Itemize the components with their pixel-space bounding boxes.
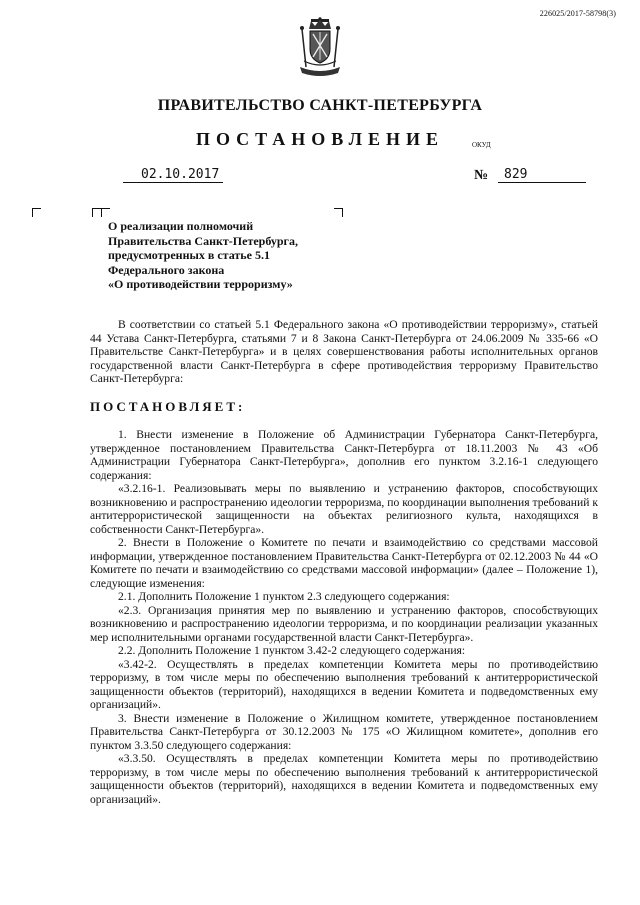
resolve-heading: ПОСТАНОВЛЯЕТ: [90,398,246,414]
number-sign: № [474,168,489,183]
title-line: О реализации полномочий [108,219,254,233]
body-paragraph: «3.3.50. Осуществлять в пределах компетенции Комитета меры по противодействию терроризму, в том числе меры по обеспечению выполнения требований к антитеррористической защищенности объектов (территорий), находящихся в ведении Комитета и подведомственных ему организаций». [90,752,598,806]
document-reference-number: 226025/2017-58798(3) [539,9,616,18]
document-type: ПОСТАНОВЛЕНИЕ [195,129,445,149]
body-paragraph: «3.2.16-1. Реализовывать меры по выявлению и устранению факторов, способствующих возникновению и распространению идеологии терроризма, по координации выполнения требований к антитеррористической защищенности на объектах религиозного культа, находящихся в собственности Санкт-Петербурга». [90,482,598,536]
title-line: предусмотренных в статье 5.1 [108,248,270,263]
corner-mark [334,208,343,217]
document-title [108,219,348,292]
preamble-paragraph: В соответствии со статьей 5.1 Федерального закона «О противодействии терроризму», статьей 44 Устава Санкт-Петербурга, статьями 7 и 8 Закона Санкт-Петербурга от 24.06.2009 № 335-66 «О Правительстве Санкт-Петербурга» и в целях совершенствования работы исполнительных органов государственной власти Санкт-Петербурга в сфере противодействия терроризму Правительство Санкт-Петербурга: [90,318,598,385]
body-paragraph: «2.3. Организация принятия мер по выявлению и устранению факторов, способствующих возникновению и распространению идеологии терроризма, и по координации реализации указанных мер исполнительными органами государственной власти Санкт-Петербурга». [90,603,598,644]
body-paragraph: 2.2. Дополнить Положение 1 пунктом 3.42-2 следующего содержания: [118,644,466,657]
document-number: 829 [498,167,586,183]
document-body [90,318,598,806]
okud-label: ОКУД [472,141,491,149]
body-paragraph: 2.1. Дополнить Положение 1 пунктом 2.3 следующего содержания: [118,590,450,603]
document-date: 02.10.2017 [123,167,223,183]
corner-mark [32,208,41,217]
title-line: Федерального закона [108,262,225,277]
body-paragraph: 3. Внести изменение в Положение о Жилищном комитете, утвержденное постановлением Правительства Санкт-Петербурга от 30.12.2003 № 175 «О Жилищном комитете», дополнив его пунктом 3.3.50 следующего содержания: [90,711,598,752]
title-line: «О противодействии терроризму» [108,277,293,292]
body-paragraph: 1. Внести изменение в Положение об Администрации Губернатора Санкт-Петербурга, утвержденное постановлением Правительства Санкт-Петербурга от 18.11.2003 № 43 «Об Администрации Губернатора Санкт-Петербурга», дополнив его пунктом 3.2.16-1 следующего содержания: [90,428,598,482]
corner-mark [92,208,101,217]
body-paragraph: «3.42-2. Осуществлять в пределах компетенции Комитета меры по противодействию терроризму, в том числе меры по обеспечению выполнения требований к антитеррористической защищенности объектов (территорий), находящихся в ведении Комитета и подведомственных ему организаций». [90,657,598,711]
coat-of-arms-icon [294,17,346,79]
organization-name: ПРАВИТЕЛЬСТВО САНКТ-ПЕТЕРБУРГА [157,97,483,114]
body-paragraph: 2. Внести в Положение о Комитете по печати и взаимодействию со средствами массовой информации, утвержденное постановлением Правительства Санкт-Петербурга от 02.12.2003 № 44 «О Комитете по печати и взаимодействию со средствами массовой информации» (далее – Положение 1), следующие изменения: [90,536,598,590]
title-line: Правительства Санкт-Петербурга, [108,233,299,248]
corner-mark [101,208,110,217]
